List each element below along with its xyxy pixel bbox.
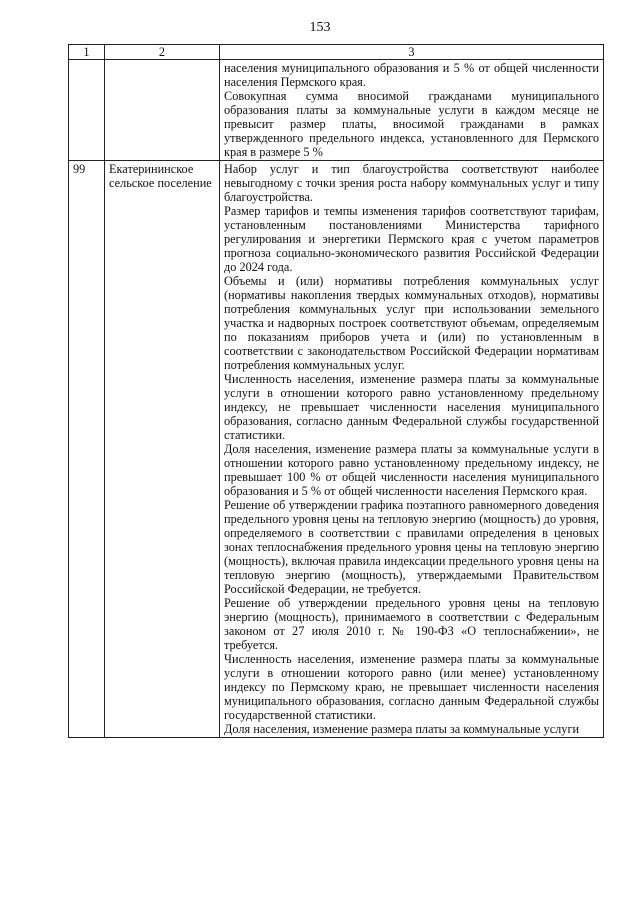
paragraph: Решение об утверждении графика поэтапного равномерного доведения предельного уровня цены на тепловую энергию (мощность) до уровня, определяемого в соответствии с правилами определения в ценовых зонах теплоснабжения предельного уровня цены на тепловую энергию (мощность), включая правила индексации предельного уровня цены на тепловую энергию (мощность), утверждаемыми Правительством Российской Федерации, не требуется. <box>224 498 599 596</box>
paragraph: Численность населения, изменение размера платы за коммунальные услуги в отношении которого равно (или менее) установленному индексу по Пермскому краю, не превышает численности населения муниципального образования, согласно данным Федеральной службы государственной статистики. <box>224 652 599 722</box>
paragraph: Доля населения, изменение размера платы за коммунальные услуги <box>224 722 580 736</box>
document-table <box>68 44 604 738</box>
page-number: 153 <box>309 20 331 35</box>
table-row-continued <box>69 60 604 161</box>
row-number-cell: 99 <box>69 161 105 738</box>
paragraph: Набор услуг и тип благоустройства соответствуют наиболее невыгодному с точки зрения роста набору коммунальных услуг и типу благоустройства. <box>224 162 599 204</box>
column-header-3: 3 <box>220 45 604 60</box>
paragraph: Объемы и (или) нормативы потребления коммунальных услуг (нормативы накопления твердых коммунальных отходов), нормативы потребления коммунальных услуг при использовании земельного участка и надворных построек соответствуют объемам, определяемым по показаниям приборов учета и (или) по установленным в соответствии с законодательством Российской Федерации нормативам потребления коммунальных услуг. <box>224 274 599 372</box>
table-row-99 <box>69 161 604 738</box>
continued-text-cell <box>220 60 604 161</box>
paragraph: Совокупная сумма вносимой гражданами муниципального образования платы за коммунальные услуги в каждом месяце не превысит размер платы, вносимой гражданами в рамках утвержденного предельного индекса, установленного для Пермского края в размере 5 % <box>224 89 599 159</box>
continued-number-cell <box>69 60 105 161</box>
paragraph: Размер тарифов и темпы изменения тарифов соответствуют тарифам, установленным постановлениями Министерства тарифного регулирования и энергетики Пермского края с учетом параметров прогноза социально-экономического развития Российской Федерации до 2024 года. <box>224 204 599 274</box>
column-header-2: 2 <box>105 45 220 60</box>
table-header-row <box>69 45 604 60</box>
paragraph: населения муниципального образования и 5 % от общей численности населения Пермского края. <box>224 61 599 89</box>
continued-name-cell <box>105 60 220 161</box>
paragraph: Численность населения, изменение размера платы за коммунальные услуги в отношении которого равно установленному предельному индексу, не превышает численности населения муниципального образования, согласно данным Федеральной службы государственной статистики. <box>224 372 599 442</box>
column-header-1: 1 <box>69 45 105 60</box>
paragraph: Доля населения, изменение размера платы за коммунальные услуги в отношении которого равно установленному предельному индексу, не превышает 100 % от общей численности населения муниципального образования и 5 % от общей численности населения Пермского края. <box>224 442 599 498</box>
municipality-name-cell: Екатерининское сельское поселение <box>105 161 220 738</box>
paragraph: Решение об утверждении предельного уровня цены на тепловую энергию (мощность), принимаемого в соответствии с Федеральным законом от 27 июля 2010 г. № 190-ФЗ «О теплоснабжении», не требуется. <box>224 596 599 652</box>
conditions-text-cell <box>220 161 604 738</box>
